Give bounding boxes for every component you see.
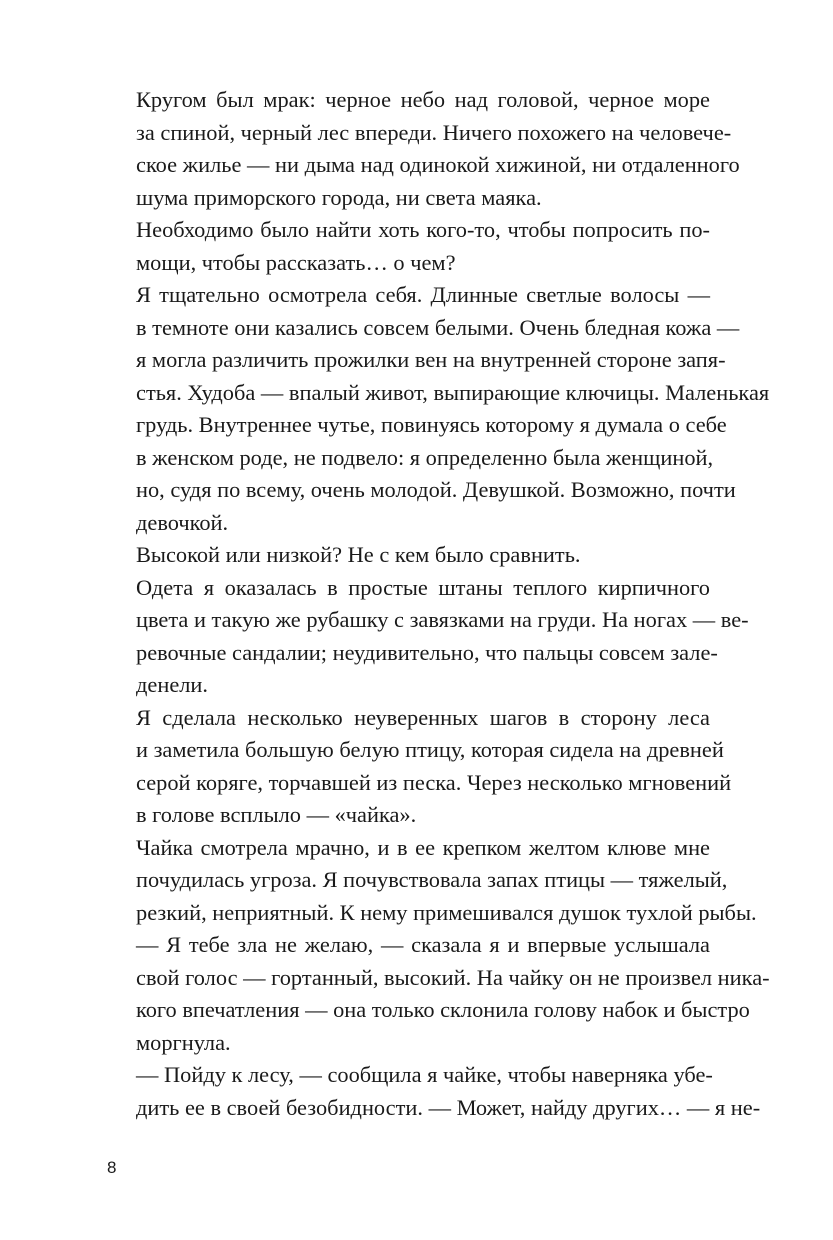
paragraph-2 <box>107 214 710 279</box>
page-number: 8 <box>107 1158 117 1177</box>
text-line: грудь. Внутреннее чутье, повинуясь которому я думала о себе <box>136 412 727 437</box>
text-line: в темноте они казались совсем белыми. Очень бледная кожа — <box>136 314 740 340</box>
text-line: стья. Худоба — впалый живот, выпирающие ключицы. Маленькая <box>136 379 770 405</box>
text-line: свой голос — гортанный, высокий. На чайку он не произвел ника- <box>136 964 770 990</box>
text-line: в голове всплыло — «чайка». <box>136 802 417 827</box>
text-line: почудилась угроза. Я почувствовала запах птицы — тяжелый, <box>136 867 728 892</box>
body-text <box>107 84 770 1124</box>
text-line: мощи, чтобы рассказать… о чем? <box>136 249 456 275</box>
text-line: Я сделала несколько неуверенных шагов в сторону леса <box>136 704 710 730</box>
text-line: Я тщательно осмотрела себя. Длинные светлые волосы — <box>136 282 710 307</box>
text-line: дить ее в своей безобидности. — Может, найду других… — я не- <box>136 1094 761 1120</box>
text-line: Необходимо было найти хоть кого-то, чтобы попросить по- <box>136 217 710 242</box>
text-line: в женском роде, не подвело: я определенно была женщиной, <box>136 444 714 470</box>
text-line: Кругом был мрак: черное небо над головой, черное море <box>136 87 710 112</box>
text-line: кого впечатления — она только склонила голову набок и быстро <box>136 997 750 1022</box>
text-line: я могла различить прожилки вен на внутренней стороне запя- <box>136 347 726 372</box>
paragraph-4 <box>107 539 710 572</box>
text-line: ревочные сандалии; неудивительно, что пальцы совсем зале- <box>136 639 718 665</box>
text-line: Чайка смотрела мрачно, и в ее крепком желтом клюве мне <box>136 834 710 860</box>
paragraph-6 <box>107 702 732 832</box>
paragraph-5 <box>107 572 749 702</box>
text-line: — Пойду к лесу, — сообщила я чайке, чтобы наверняка убе- <box>136 1062 713 1087</box>
text-line: серой коряге, торчавшей из песка. Через несколько мгновений <box>136 769 732 795</box>
text-line: Одета я оказалась в простые штаны теплого кирпичного <box>136 574 710 600</box>
text-line: шума приморского города, ни света маяка. <box>136 184 542 210</box>
paragraph-1 <box>107 84 740 214</box>
text-line: ское жилье — ни дыма над одинокой хижиной, ни отдаленного <box>136 152 740 177</box>
text-line: за спиной, черный лес впереди. Ничего похожего на человече- <box>136 119 732 145</box>
text-line: — Я тебе зла не желаю, — сказала я и впервые услышала <box>136 932 710 957</box>
text-line: цвета и такую же рубашку с завязками на груди. На ногах — ве- <box>136 607 749 632</box>
text-line: денели. <box>136 672 209 697</box>
text-line: девочкой. <box>136 509 229 535</box>
text-line: Высокой или низкой? Не с кем было сравнить. <box>136 542 581 567</box>
paragraph-8 <box>107 929 770 1059</box>
paragraph-9 <box>107 1059 761 1124</box>
paragraph-7 <box>107 832 757 930</box>
text-line: но, судя по всему, очень молодой. Девушкой. Возможно, почти <box>136 477 736 502</box>
text-line: резкий, неприятный. К нему примешивался душок тухлой рыбы. <box>136 899 757 925</box>
text-line: моргнула. <box>136 1029 231 1055</box>
text-line: и заметила большую белую птицу, которая сидела на древней <box>136 737 724 762</box>
paragraph-3 <box>107 279 770 539</box>
